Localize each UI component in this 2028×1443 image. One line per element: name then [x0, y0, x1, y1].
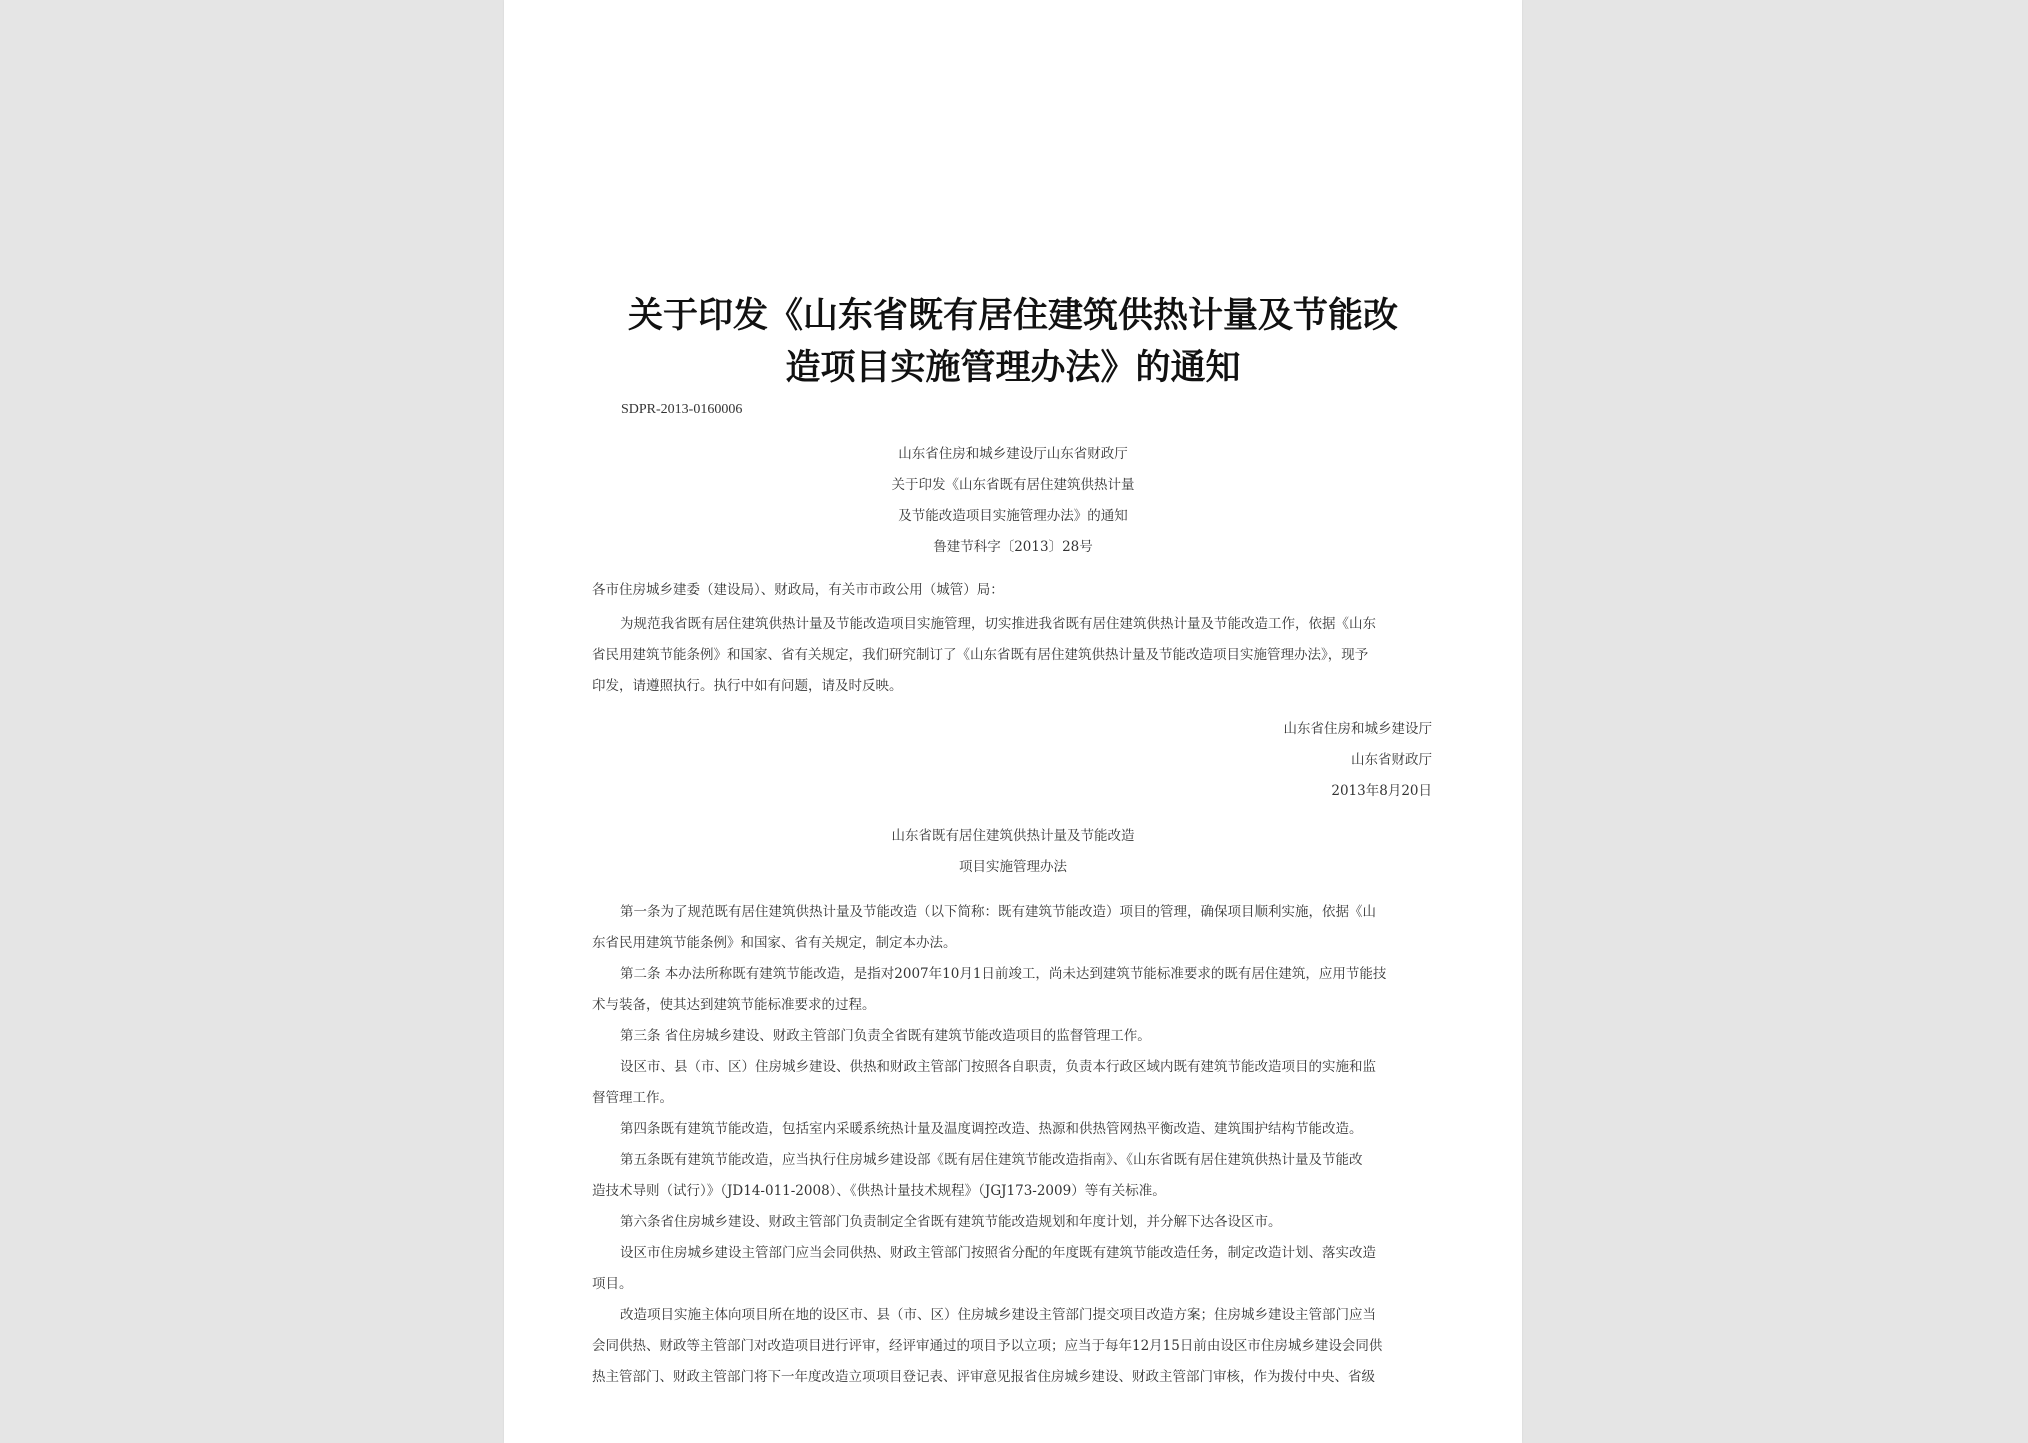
header-line: 鲁建节科字〔2013〕28号: [933, 539, 1093, 555]
paragraph-line: 改造项目实施主体向项目所在地的设区市、县（市、区）住房城乡建设主管部门提交项目改造方案；住房城乡建设主管部门应当: [620, 1307, 1376, 1323]
paragraph-line: 东省民用建筑节能条例》和国家、省有关规定，制定本办法。: [592, 935, 957, 951]
paragraph-line: 第四条既有建筑节能改造，包括室内采暖系统热计量及温度调控改造、热源和供热管网热平衡改造、建筑围护结构节能改造。: [620, 1121, 1363, 1137]
rules-title: [564, 821, 1462, 883]
title-line-1: 关于印发《山东省既有居住建筑供热计量及节能改: [627, 296, 1398, 336]
article-3-subparagraph: [592, 1052, 1432, 1114]
document-title: [584, 290, 1442, 394]
paragraph-line: 术与装备，使其达到建筑节能标准要求的过程。: [592, 997, 876, 1013]
article-6-subparagraph-1: [592, 1238, 1432, 1300]
paragraph-line: 印发，请遵照执行。执行中如有问题，请及时反映。: [592, 678, 903, 694]
paragraph-line: 第二条 本办法所称既有建筑节能改造，是指对2007年10月1日前竣工，尚未达到建筑节能标准要求的既有居住建筑，应用节能技: [620, 966, 1387, 982]
paragraph-line: 设区市住房城乡建设主管部门应当会同供热、财政主管部门按照省分配的年度既有建筑节能改造任务，制定改造计划、落实改造: [620, 1245, 1376, 1261]
notice-header-block: [564, 439, 1462, 563]
article-5: [592, 1145, 1432, 1207]
signature-block: [1284, 714, 1433, 807]
article-1: [592, 897, 1432, 959]
document-number: SDPR-2013-0160006: [621, 402, 743, 417]
paragraph-line: 为规范我省既有居住建筑供热计量及节能改造项目实施管理，切实推进我省既有居住建筑供热计量及节能改造工作，依据《山东: [620, 616, 1376, 632]
intro-paragraph: [592, 609, 1432, 702]
article-6-subparagraph-2: [592, 1300, 1432, 1393]
document-page: [504, 0, 1522, 1443]
header-line: 及节能改造项目实施管理办法》的通知: [898, 508, 1128, 524]
paragraph-line: 热主管部门、财政主管部门将下一年度改造立项项目登记表、评审意见报省住房城乡建设、财政主管部门审核，作为拨付中央、省级: [592, 1369, 1375, 1385]
paragraph-line: 造技术导则（试行）》（JD14-011-2008）、《供热计量技术规程》（JGJ173-2009）等有关标准。: [592, 1183, 1166, 1199]
paragraph-line: 第五条既有建筑节能改造，应当执行住房城乡建设部《既有居住建筑节能改造指南》、《山东省既有居住建筑供热计量及节能改: [620, 1152, 1363, 1168]
header-line: 山东省住房和城乡建设厅山东省财政厅: [898, 446, 1128, 462]
paragraph-line: 会同供热、财政等主管部门对改造项目进行评审，经评审通过的项目予以立项；应当于每年12月15日前由设区市住房城乡建设会同供: [592, 1338, 1383, 1354]
paragraph-line: 省民用建筑节能条例》和国家、省有关规定，我们研究制订了《山东省既有居住建筑供热计量及节能改造项目实施管理办法》，现予: [592, 647, 1369, 663]
rules-title-line: 项目实施管理办法: [959, 859, 1067, 875]
paragraph-line: 设区市、县（市、区）住房城乡建设、供热和财政主管部门按照各自职责，负责本行政区域内既有建筑节能改造项目的实施和监: [620, 1059, 1376, 1075]
article-2: [592, 959, 1432, 1021]
signature-line: 山东省住房和城乡建设厅: [1283, 721, 1432, 737]
paragraph-line: 第三条 省住房城乡建设、财政主管部门负责全省既有建筑节能改造项目的监督管理工作。: [620, 1028, 1151, 1044]
signature-line: 山东省财政厅: [1351, 752, 1432, 768]
article-3: [592, 1021, 1432, 1052]
article-6: [592, 1207, 1432, 1238]
paragraph-line: 项目。: [592, 1276, 633, 1292]
paragraph-line: 第六条省住房城乡建设、财政主管部门负责制定全省既有建筑节能改造规划和年度计划，并分解下达各设区市。: [620, 1214, 1282, 1230]
signature-date: 2013年8月20日: [1331, 783, 1432, 799]
salutation: 各市住房城乡建委（建设局）、财政局，有关市市政公用（城管）局：: [592, 582, 1004, 598]
rules-title-line: 山东省既有居住建筑供热计量及节能改造: [891, 828, 1135, 844]
header-line: 关于印发《山东省既有居住建筑供热计量: [891, 477, 1135, 493]
title-line-2: 造项目实施管理办法》的通知: [785, 348, 1241, 388]
article-4: [592, 1114, 1432, 1145]
paragraph-line: 督管理工作。: [592, 1090, 673, 1106]
paragraph-line: 第一条为了规范既有居住建筑供热计量及节能改造（以下简称：既有建筑节能改造）项目的管理，确保项目顺利实施，依据《山: [620, 904, 1376, 920]
